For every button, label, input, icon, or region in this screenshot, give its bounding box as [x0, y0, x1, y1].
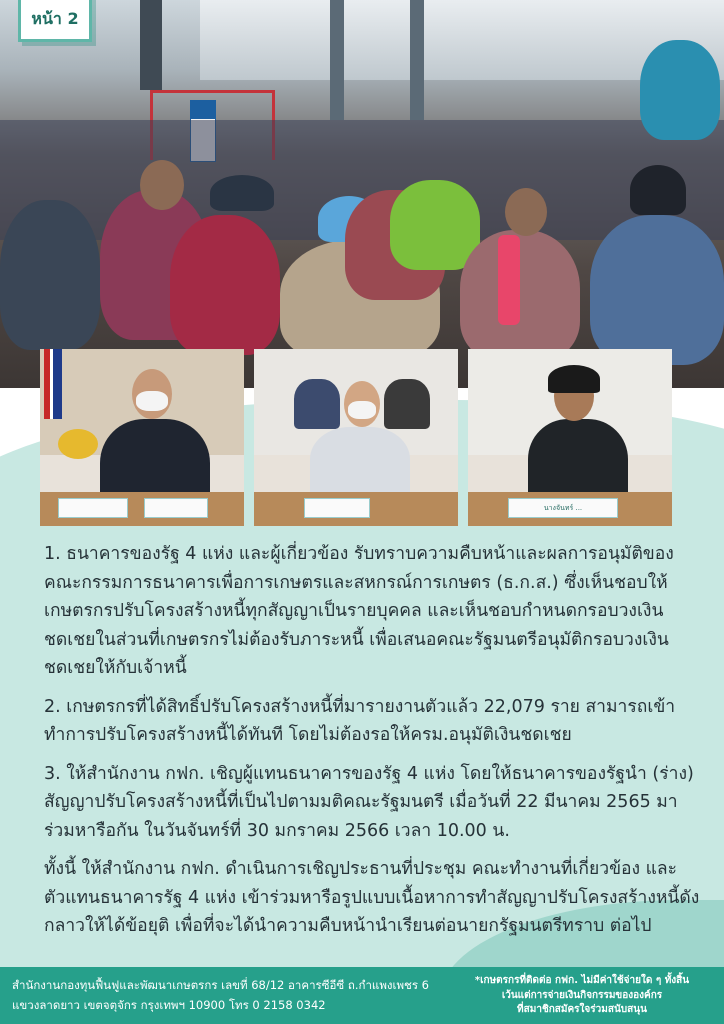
note-line: *เกษตรกรที่ติดต่อ กฟก. ไม่มีค่าใช้จ่ายใด ๆ ทั้งสิ้น: [474, 975, 690, 986]
meeting-photo-left: [40, 349, 244, 526]
hero-pillar: [330, 0, 344, 120]
hero-pillar: [140, 0, 162, 90]
person-background: [384, 379, 430, 429]
person-background: [294, 379, 340, 429]
person: [590, 215, 724, 365]
nameplate: นางจันทร์ ...: [508, 498, 618, 518]
page-label: หน้า 2: [18, 0, 92, 42]
footer-note: [452, 974, 712, 1018]
footer-address: [12, 975, 452, 1015]
flowers: [58, 429, 98, 459]
hero-pillar: [410, 0, 424, 120]
paragraph-1: 1. ธนาคารของรัฐ 4 แห่ง และผู้เกี่ยวข้อง รับทราบความคืบหน้าและผลการอนุมัติของคณะกรรมการธนาคารเพื่อการเกษตรและสหกรณ์การเกษตร (ธ.ก.ส.) ซึ่งเห็นชอบให้เกษตรกรปรับโครงสร้างหนี้ทุกสัญญาเป็นรายบุคคล และเห็นชอบกำหนดกรอบวงเงินชดเชยในส่วนที่เกษตรกรไม่ต้องรับภาระหนี้ เพื่อเสนอคณะรัฐมนตรีอนุมัติกรอบวงเงินชดเชยให้กับเจ้าหนี้: [44, 544, 674, 678]
person: [390, 180, 480, 270]
person: [0, 200, 100, 350]
hair: [548, 365, 600, 393]
nameplate: [58, 498, 128, 518]
note-line: เว้นแต่การจ่ายเงินกิจกรรมขององค์กร: [501, 989, 663, 1001]
note-line: ที่สมาชิกสมัครใจร่วมสนับสนุน: [517, 1004, 647, 1015]
pink-scarf: [498, 235, 520, 325]
person-head: [140, 160, 184, 210]
person: [170, 215, 280, 355]
face-mask: [136, 391, 168, 411]
person: [460, 230, 580, 360]
person-hat: [210, 175, 274, 211]
flag: [44, 349, 62, 419]
address-line: สำนักงานกองทุนฟื้นฟูและพัฒนาเกษตรกร เลขที่ 68/12 อาคารซีอีซี ถ.กำแพงเพชร 6: [12, 978, 429, 992]
person-head: [505, 188, 547, 236]
meeting-photo-middle: [254, 349, 458, 526]
person-hat: [630, 165, 686, 215]
paragraph-3: 3. ให้สำนักงาน กฟก. เชิญผู้แทนธนาคารของรัฐ 4 แห่ง โดยให้ธนาคารของรัฐนำ (ร่าง) สัญญาปรับโครงสร้างหนี้ที่เป็นไปตามมติคณะรัฐมนตรี เมื่อวันที่ 22 มีนาคม 2565 มาร่วมหารือกัน ในวันจันทร์ที่ 30 มกราคม 2566 เวลา 10.00 น.: [44, 763, 694, 841]
face-mask: [348, 401, 376, 419]
footer: [0, 967, 724, 1024]
paragraph-4: ทั้งนี้ ให้สำนักงาน กฟก. ดำเนินการเชิญประธานที่ประชุม คณะทำงานที่เกี่ยวข้อง และตัวแทนธนาคารรัฐ 4 แห่ง เข้าร่วมหารือรูปแบบเนื้อหาการทำสัญญาปรับโครงสร้างหนี้ดังกลาวให้ได้ข้อยุติ เพื่อที่จะได้นำความคืบหน้านำเรียนต่อนายกรัฐมนตรีทราบ ต่อไป: [44, 859, 700, 936]
hero-photo-crowd: [0, 0, 724, 388]
meeting-photo-right: [468, 349, 672, 526]
person-standing: [640, 40, 720, 140]
nameplate: [304, 498, 370, 518]
paragraph-2: 2. เกษตรกรที่ได้สิทธิ์ปรับโครงสร้างหนี้ที่มารายงานตัวแล้ว 22,079 ราย สามารถเข้าทำการปรับโครงสร้างหนี้ได้ทันที โดยไม่ต้องรอให้ครม.อนุมัติเงินชดเชย: [44, 696, 676, 745]
article-body: [44, 540, 706, 951]
nameplate: [144, 498, 208, 518]
address-line: แขวงลาดยาว เขตจตุจักร กรุงเทพฯ 10900 โทร 0 2158 0342: [12, 998, 326, 1012]
